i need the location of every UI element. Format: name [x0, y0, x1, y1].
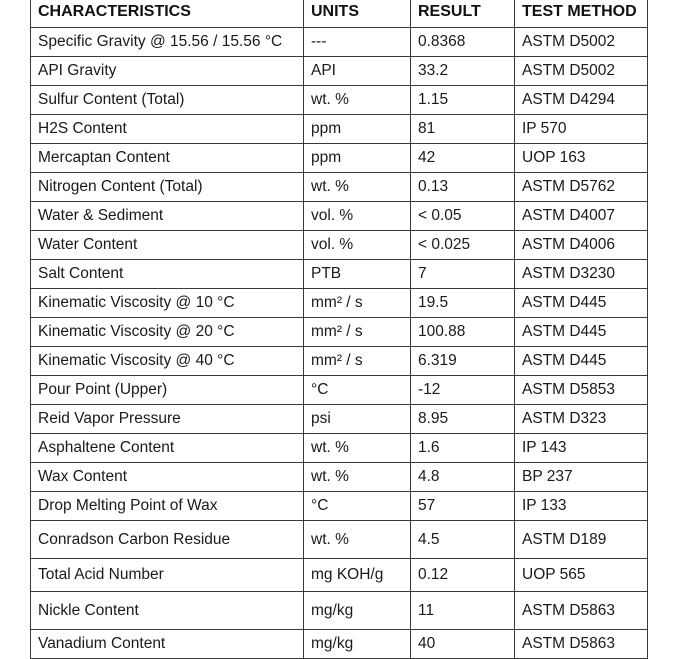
table-row [31, 231, 648, 260]
header-result: RESULT [411, 0, 515, 28]
cell-method: ASTM D5762 [515, 173, 648, 202]
cell-characteristic: Vanadium Content [31, 630, 304, 659]
table-row [31, 173, 648, 202]
table-row [31, 521, 648, 559]
cell-result: 0.12 [411, 559, 515, 592]
table-row [31, 347, 648, 376]
header-units: UNITS [304, 0, 411, 28]
table-row [31, 559, 648, 592]
cell-method: UOP 565 [515, 559, 648, 592]
header-test-method: TEST METHOD [515, 0, 648, 28]
cell-characteristic: Asphaltene Content [31, 434, 304, 463]
cell-characteristic: Nickle Content [31, 592, 304, 630]
cell-result: 57 [411, 492, 515, 521]
cell-characteristic: Nitrogen Content (Total) [31, 173, 304, 202]
cell-method: ASTM D5002 [515, 28, 648, 57]
cell-unit: mm² / s [304, 347, 411, 376]
cell-characteristic: Kinematic Viscosity @ 10 °C [31, 289, 304, 318]
specification-table [30, 0, 648, 659]
table-row [31, 289, 648, 318]
cell-characteristic: Water Content [31, 231, 304, 260]
cell-result: 4.5 [411, 521, 515, 559]
cell-method: ASTM D189 [515, 521, 648, 559]
cell-method: ASTM D4007 [515, 202, 648, 231]
cell-result: 11 [411, 592, 515, 630]
cell-characteristic: Water & Sediment [31, 202, 304, 231]
cell-result: 81 [411, 115, 515, 144]
table-row [31, 202, 648, 231]
cell-unit: °C [304, 492, 411, 521]
cell-method: ASTM D4294 [515, 86, 648, 115]
cell-unit: API [304, 57, 411, 86]
cell-result: 100.88 [411, 318, 515, 347]
cell-unit: mm² / s [304, 318, 411, 347]
cell-result: < 0.05 [411, 202, 515, 231]
cell-method: IP 570 [515, 115, 648, 144]
cell-characteristic: Conradson Carbon Residue [31, 521, 304, 559]
cell-unit: PTB [304, 260, 411, 289]
cell-unit: wt. % [304, 521, 411, 559]
cell-result: < 0.025 [411, 231, 515, 260]
cell-method: ASTM D323 [515, 405, 648, 434]
cell-unit: wt. % [304, 173, 411, 202]
table-row [31, 492, 648, 521]
cell-characteristic: Reid Vapor Pressure [31, 405, 304, 434]
cell-characteristic: Salt Content [31, 260, 304, 289]
cell-characteristic: Drop Melting Point of Wax [31, 492, 304, 521]
table-row [31, 28, 648, 57]
cell-unit: mg/kg [304, 630, 411, 659]
cell-method: IP 143 [515, 434, 648, 463]
cell-characteristic: Specific Gravity @ 15.56 / 15.56 °C [31, 28, 304, 57]
cell-unit: psi [304, 405, 411, 434]
cell-unit: wt. % [304, 434, 411, 463]
cell-characteristic: Kinematic Viscosity @ 40 °C [31, 347, 304, 376]
cell-method: UOP 163 [515, 144, 648, 173]
cell-method: ASTM D445 [515, 289, 648, 318]
header-characteristics: CHARACTERISTICS [31, 0, 304, 28]
cell-result: 0.8368 [411, 28, 515, 57]
cell-unit: mg KOH/g [304, 559, 411, 592]
table-row [31, 405, 648, 434]
cell-method: BP 237 [515, 463, 648, 492]
cell-unit: mg/kg [304, 592, 411, 630]
cell-unit: wt. % [304, 463, 411, 492]
cell-result: 1.6 [411, 434, 515, 463]
table-row [31, 434, 648, 463]
cell-result: 6.319 [411, 347, 515, 376]
table-row [31, 86, 648, 115]
cell-result: 42 [411, 144, 515, 173]
cell-result: 1.15 [411, 86, 515, 115]
cell-method: ASTM D5002 [515, 57, 648, 86]
cell-method: ASTM D445 [515, 347, 648, 376]
cell-method: IP 133 [515, 492, 648, 521]
cell-unit: ppm [304, 144, 411, 173]
cell-characteristic: Total Acid Number [31, 559, 304, 592]
cell-characteristic: Kinematic Viscosity @ 20 °C [31, 318, 304, 347]
cell-method: ASTM D5863 [515, 630, 648, 659]
cell-unit: --- [304, 28, 411, 57]
cell-unit: mm² / s [304, 289, 411, 318]
table-row [31, 318, 648, 347]
cell-result: -12 [411, 376, 515, 405]
cell-characteristic: H2S Content [31, 115, 304, 144]
cell-characteristic: Sulfur Content (Total) [31, 86, 304, 115]
table-row [31, 115, 648, 144]
cell-result: 7 [411, 260, 515, 289]
cell-method: ASTM D4006 [515, 231, 648, 260]
cell-result: 40 [411, 630, 515, 659]
cell-unit: °C [304, 376, 411, 405]
cell-method: ASTM D5853 [515, 376, 648, 405]
cell-characteristic: Pour Point (Upper) [31, 376, 304, 405]
cell-characteristic: Wax Content [31, 463, 304, 492]
table-header-row [31, 0, 648, 28]
cell-result: 4.8 [411, 463, 515, 492]
cell-result: 8.95 [411, 405, 515, 434]
table-row [31, 376, 648, 405]
cell-unit: vol. % [304, 231, 411, 260]
table-row [31, 630, 648, 659]
cell-unit: vol. % [304, 202, 411, 231]
cell-method: ASTM D5863 [515, 592, 648, 630]
cell-result: 0.13 [411, 173, 515, 202]
table-row [31, 463, 648, 492]
cell-method: ASTM D445 [515, 318, 648, 347]
cell-method: ASTM D3230 [515, 260, 648, 289]
table-row [31, 144, 648, 173]
cell-unit: ppm [304, 115, 411, 144]
cell-characteristic: API Gravity [31, 57, 304, 86]
table-row [31, 592, 648, 630]
cell-characteristic: Mercaptan Content [31, 144, 304, 173]
cell-result: 33.2 [411, 57, 515, 86]
cell-result: 19.5 [411, 289, 515, 318]
table-row [31, 260, 648, 289]
cell-unit: wt. % [304, 86, 411, 115]
table-row [31, 57, 648, 86]
